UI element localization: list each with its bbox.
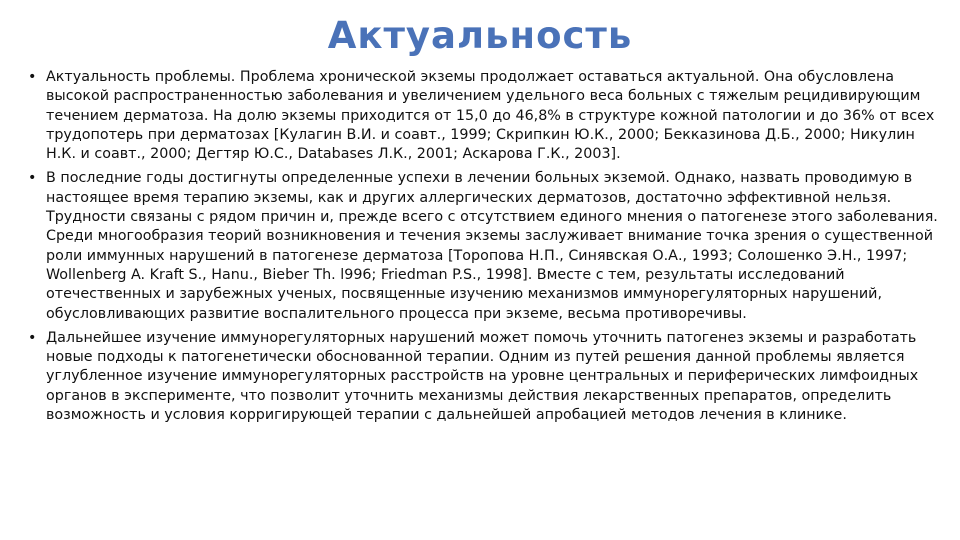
bullet-text: Актуальность проблемы. Проблема хронической экземы продолжает оставаться актуальной. Она обусловлена высокой распространенностью заболевания и увеличением удельного веса больных с тяжелым рецидивирующим течением дерматоза. На долю экземы приходится от 15,0 до 46,8% в структуре кожной патологии и до 36% от всех трудопотерь при дерматозах [Кулагин В.И. и соавт., 1999; Скрипкин Ю.К., 2000; Бекказинова Д.Б., 2000; Никулин Н.К. и соавт., 2000; Дегтяр Ю.С., Databases Л.К., 2001; Аскарова Г.К., 2003]. bbox=[46, 69, 935, 163]
bullet-marker: • bbox=[28, 329, 37, 346]
bullet-item bbox=[28, 169, 940, 323]
bullet-item bbox=[28, 68, 940, 164]
bullet-list bbox=[28, 68, 940, 430]
slide-title: Актуальность bbox=[327, 14, 633, 57]
bullet-marker: • bbox=[28, 69, 37, 85]
bullet-text: Дальнейшее изучение иммунорегуляторных нарушений может помочь уточнить патогенез экземы и разработать новые подходы к патогенетически обоснованной терапии. Одним из путей решения данной проблемы является углубленное изучение иммунорегуляторных расстройств на уровне центральных и периферических лимфоидных органов в эксперименте, что позволит уточнить механизмы действия лекарственных препаратов, определить возможность и условия корригирующей терапии с дальнейшей апробацией методов лечения в клинике. bbox=[46, 329, 919, 424]
bullet-text: В последние годы достигнуты определенные успехи в лечении больных экземой. Однако, назвать проводимую в настоящее время терапию экземы, как и других аллергических дерматозов, достаточно эффективной нельзя. Трудности связаны с рядом причин и, прежде всего с отсутствием единого мнения о патогенезе этого заболевания. Среди многообразия теорий возникновения и течения экземы заслуживает внимание точка зрения о существенной роли иммунных нарушений в патогенезе дерматоза [Торопова Н.П., Синявская О.А., 1993; Солошенко Э.Н., 1997; Wollenberg A. Kraft S., Hanu., Bieber Th. l996; Friedman P.S., 1998]. Вместе с тем, результаты исследований отечественных и зарубежных ученых, посвященные изучению механизмов иммунорегуляторных нарушений, обусловливающих развитие воспалительного процесса при экземе, весьма противоречивы. bbox=[46, 170, 938, 322]
bullet-item bbox=[28, 329, 940, 425]
bullet-marker: • bbox=[28, 170, 37, 187]
